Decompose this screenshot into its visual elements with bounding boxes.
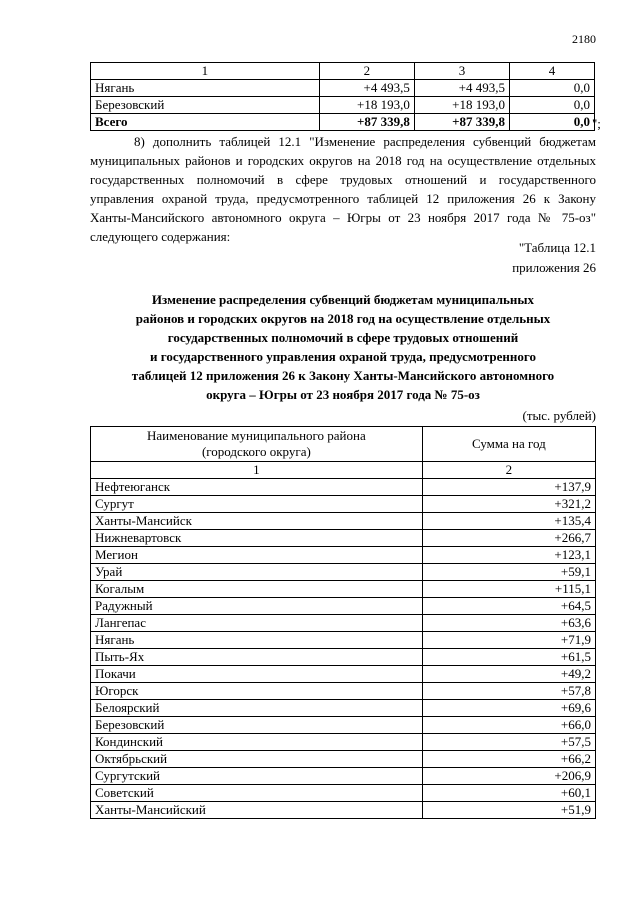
amount-cell: +321,2 bbox=[422, 496, 595, 513]
table-row bbox=[91, 615, 596, 632]
amount-cell: 0,0 bbox=[510, 97, 595, 114]
unit-label: (тыс. рублей) bbox=[522, 408, 596, 423]
district-column-header bbox=[91, 427, 423, 462]
table-reference-line: приложения 26 bbox=[512, 260, 596, 275]
amount-cell: +59,1 bbox=[422, 564, 595, 581]
table-reference bbox=[512, 238, 596, 278]
amount-cell: +51,9 bbox=[422, 802, 595, 819]
table-row bbox=[91, 649, 596, 666]
table-row bbox=[91, 700, 596, 717]
amount-cell: +115,1 bbox=[422, 581, 595, 598]
table-header-row bbox=[91, 427, 596, 462]
table-row bbox=[91, 785, 596, 802]
table-header-row bbox=[91, 63, 595, 80]
district-name: Сургутский bbox=[91, 768, 423, 785]
column-number: 4 bbox=[510, 63, 595, 80]
table-row bbox=[91, 496, 596, 513]
amount-cell: +87 339,8 bbox=[414, 114, 509, 131]
amount-cell: +18 193,0 bbox=[319, 97, 414, 114]
title-line: Изменение распределения субвенций бюджетам муниципальных bbox=[151, 292, 535, 307]
district-name: Радужный bbox=[91, 598, 423, 615]
title-line: таблицей 12 приложения 26 к Закону Ханты-Мансийского автономного bbox=[131, 368, 555, 383]
amount-cell: +123,1 bbox=[422, 547, 595, 564]
district-name: Мегион bbox=[91, 547, 423, 564]
amount-cell: +57,8 bbox=[422, 683, 595, 700]
amount-cell: +266,7 bbox=[422, 530, 595, 547]
table-row bbox=[91, 564, 596, 581]
amount-cell: +137,9 bbox=[422, 479, 595, 496]
amount-column-header: Сумма на год bbox=[422, 427, 595, 462]
closing-quote: "; bbox=[592, 116, 601, 131]
district-name: Нижневартовск bbox=[91, 530, 423, 547]
district-name: Югорск bbox=[91, 683, 423, 700]
amount-cell: +60,1 bbox=[422, 785, 595, 802]
column-number: 3 bbox=[414, 63, 509, 80]
table-row bbox=[91, 547, 596, 564]
table-row bbox=[91, 530, 596, 547]
column-number: 1 bbox=[91, 462, 423, 479]
amount-cell: +61,5 bbox=[422, 649, 595, 666]
title-line: округа – Югры от 23 ноября 2017 года № 75-оз bbox=[206, 387, 480, 402]
table-row bbox=[91, 768, 596, 785]
table-row bbox=[91, 734, 596, 751]
paragraph-text: 8) дополнить таблицей 12.1 "Изменение распределения субвенций бюджетам муниципальных районов и городских округов на 2018 год на осуществление отдельных государственных полномочий в сфере трудовых отношений и государственного управления охраной труда, предусмотренного таблицей 12 приложения 26 к Закону Ханты-Мансийского автономного округа – Югры от 23 ноября 2017 года № 75-оз" следующего содержания: bbox=[90, 134, 596, 244]
subvention-table bbox=[90, 426, 596, 819]
district-name: Пыть-Ях bbox=[91, 649, 423, 666]
column-number: 1 bbox=[91, 63, 320, 80]
table-row bbox=[91, 513, 596, 530]
previous-table-fragment bbox=[90, 62, 595, 131]
title-line: государственных полномочий в сфере трудовых отношений bbox=[167, 330, 519, 345]
district-name: Когалым bbox=[91, 581, 423, 598]
column-number: 2 bbox=[422, 462, 595, 479]
district-name: Березовский bbox=[91, 717, 423, 734]
table-row bbox=[91, 479, 596, 496]
table-row bbox=[91, 80, 595, 97]
total-label: Всего bbox=[91, 114, 320, 131]
district-name: Сургут bbox=[91, 496, 423, 513]
amendment-paragraph bbox=[90, 132, 596, 246]
district-name: Октябрьский bbox=[91, 751, 423, 768]
table-row bbox=[91, 666, 596, 683]
amount-cell: +66,2 bbox=[422, 751, 595, 768]
amount-cell: +63,6 bbox=[422, 615, 595, 632]
amount-cell: 0,0 bbox=[510, 80, 595, 97]
amount-cell: +135,4 bbox=[422, 513, 595, 530]
amount-cell: +206,9 bbox=[422, 768, 595, 785]
amount-cell: +66,0 bbox=[422, 717, 595, 734]
district-name: Нягань bbox=[91, 80, 320, 97]
amount-cell: +4 493,5 bbox=[319, 80, 414, 97]
table-row bbox=[91, 683, 596, 700]
district-name: Покачи bbox=[91, 666, 423, 683]
amount-cell: +57,5 bbox=[422, 734, 595, 751]
title-line: и государственного управления охраной труда, предусмотренного bbox=[150, 349, 536, 364]
district-name: Лангепас bbox=[91, 615, 423, 632]
district-name: Ханты-Мансийский bbox=[91, 802, 423, 819]
table-row bbox=[91, 97, 595, 114]
header-line: (городского округа) bbox=[201, 444, 311, 459]
table-row bbox=[91, 598, 596, 615]
district-name: Советский bbox=[91, 785, 423, 802]
amount-cell: +69,6 bbox=[422, 700, 595, 717]
amount-cell: +4 493,5 bbox=[414, 80, 509, 97]
total-row bbox=[91, 114, 595, 131]
district-name: Нягань bbox=[91, 632, 423, 649]
district-name: Белоярский bbox=[91, 700, 423, 717]
amount-cell: +18 193,0 bbox=[414, 97, 509, 114]
district-name: Березовский bbox=[91, 97, 320, 114]
district-name: Урай bbox=[91, 564, 423, 581]
amount-cell: 0,0 bbox=[510, 114, 595, 131]
title-line: районов и городских округов на 2018 год на осуществление отдельных bbox=[135, 311, 551, 326]
amount-cell: +49,2 bbox=[422, 666, 595, 683]
amount-cell: +71,9 bbox=[422, 632, 595, 649]
table-row bbox=[91, 717, 596, 734]
column-number-row bbox=[91, 462, 596, 479]
page-number: 2180 bbox=[572, 32, 596, 46]
district-name: Нефтеюганск bbox=[91, 479, 423, 496]
table-row bbox=[91, 632, 596, 649]
header-line: Наименование муниципального района bbox=[147, 428, 366, 443]
amount-cell: +64,5 bbox=[422, 598, 595, 615]
table-row bbox=[91, 581, 596, 598]
table-row bbox=[91, 751, 596, 768]
district-name: Ханты-Мансийск bbox=[91, 513, 423, 530]
amount-cell: +87 339,8 bbox=[319, 114, 414, 131]
table-row bbox=[91, 802, 596, 819]
table-reference-line: "Таблица 12.1 bbox=[518, 240, 596, 255]
table-title bbox=[90, 290, 596, 404]
column-number: 2 bbox=[319, 63, 414, 80]
district-name: Кондинский bbox=[91, 734, 423, 751]
